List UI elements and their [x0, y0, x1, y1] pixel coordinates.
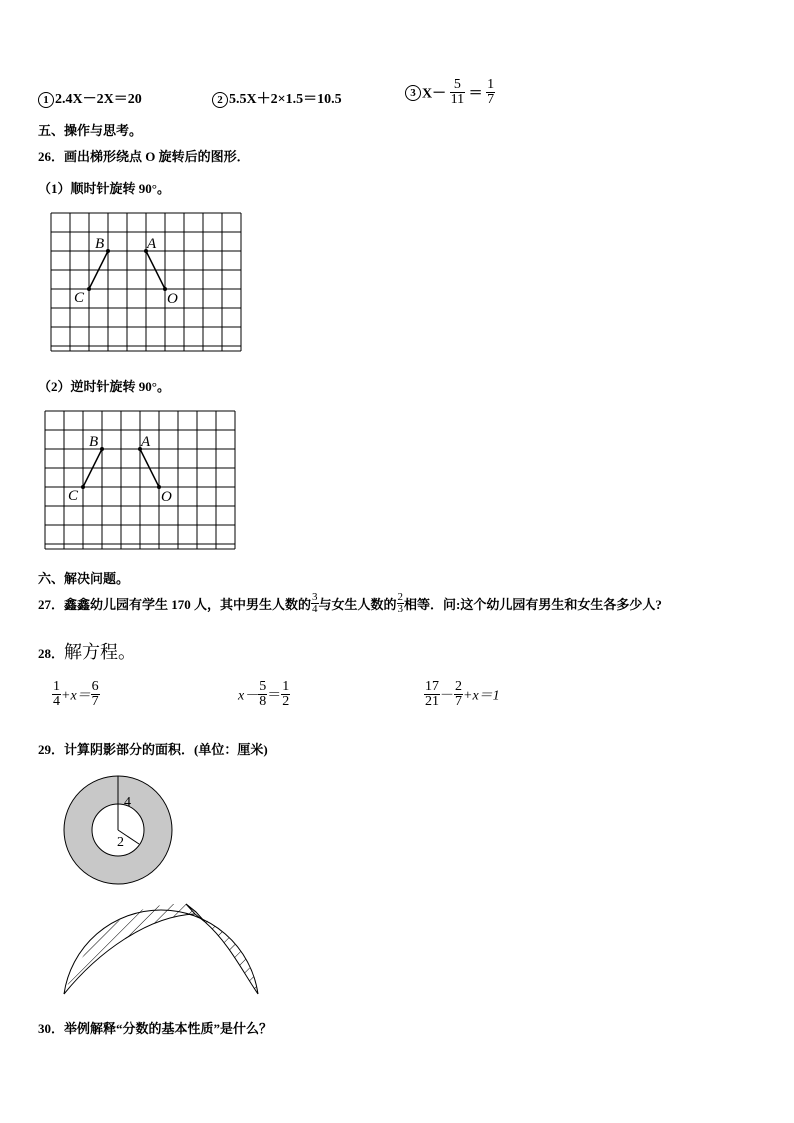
vertex-label-b: B [95, 236, 105, 252]
section-5-heading: 五、操作与思考。 [38, 123, 143, 138]
grid-lines-2 [45, 411, 235, 549]
circled-number-1: 1 [38, 92, 54, 108]
rotation-grid-2 [44, 410, 238, 556]
question-30-title: 30．举例解释“分数的基本性质”是什么？ [38, 1021, 273, 1036]
equation-3 [405, 78, 495, 107]
equation-3-fraction-2: $\frac{1}{7}$ [487, 77, 495, 107]
eq28-1-middle: +x＝ [61, 688, 91, 704]
eq28-3-operator: － [440, 688, 454, 704]
circled-number-3: 3 [405, 85, 421, 101]
question-28-title: 解方程。 [64, 642, 137, 663]
section-6-heading: 六、解决问题。 [38, 571, 130, 586]
question-29-title: 29．计算阴影部分的面积．(单位：厘米) [38, 742, 268, 757]
left-hatched-region [64, 904, 195, 994]
eq28-1-fraction-1: $\frac{1}{4}$ [53, 679, 60, 709]
question-28-number: 28． [38, 646, 65, 661]
right-hatched-region [195, 914, 258, 994]
question-27-text-3: 相等．问:这个幼儿园有男生和女生各多少人? [404, 597, 662, 612]
vertex-dot [106, 249, 110, 253]
equation-3-equals: ＝ [468, 86, 483, 102]
eq28-2-fraction-2: $\frac{1}{2}$ [282, 679, 290, 709]
inner-arc-right [205, 922, 258, 994]
rotation-grid-1 [50, 212, 244, 358]
eq28-1-fraction-2: $\frac{6}{7}$ [91, 679, 99, 709]
question-26-part-1: （1）顺时针旋转 90°。 [38, 181, 170, 196]
eq28-2-prefix: x－ [238, 688, 259, 704]
equation-3-fraction-1: $\frac{5}{11}$ [450, 77, 465, 107]
eq28-3-fraction-1: $\frac{17}{21}$ [425, 679, 439, 709]
hatched-arc-figure [58, 892, 264, 1000]
equation-1 [38, 88, 142, 108]
vertex-dot [87, 287, 91, 291]
outer-radius-label: 4 [124, 795, 131, 810]
ring-figure [60, 772, 176, 888]
question-27-text-1: 27．鑫鑫幼儿园有学生 170 人，其中男生人数的 [38, 597, 312, 612]
circled-number-2: 2 [212, 92, 228, 108]
equation-28-3 [424, 680, 500, 709]
trapezoid-1 [74, 236, 178, 307]
trapezoid-2 [68, 434, 172, 505]
equation-28-1 [52, 680, 100, 709]
equation-28-2 [238, 680, 290, 709]
question-27 [38, 592, 662, 615]
eq28-3-tail: +x＝1 [463, 688, 500, 704]
vertex-label-c: C [74, 290, 85, 306]
question-27-fraction-2: $\frac{2}{3}$ [397, 591, 404, 615]
question-26-part-2: （2）逆时针旋转 90°。 [38, 379, 170, 394]
question-26-title: 26．画出梯形绕点 O 旋转后的图形． [38, 149, 250, 164]
equation-1-text: 2.4X－2X＝20 [55, 92, 142, 107]
vertex-dot [100, 447, 104, 451]
question-27-fraction-1: $\frac{3}{4}$ [312, 591, 318, 615]
vertex-label-a: A [141, 434, 151, 450]
inner-radius-label: 2 [117, 835, 124, 850]
vertex-label-a: A [147, 236, 157, 252]
eq28-2-fraction-1: $\frac{5}{8}$ [259, 679, 267, 709]
vertex-label-c: C [68, 488, 79, 504]
equation-2 [212, 88, 342, 108]
eq28-3-fraction-2: $\frac{2}{7}$ [455, 679, 462, 709]
equation-3-prefix: X－ [422, 86, 447, 102]
vertex-label-o: O [167, 291, 178, 307]
vertex-dot [81, 485, 85, 489]
question-27-text-2: 与女生人数的 [318, 597, 397, 612]
equation-2-text: 5.5X＋2×1.5＝10.5 [229, 92, 342, 107]
eq28-2-equals: ＝ [267, 688, 282, 704]
question-28-heading [38, 638, 136, 664]
grid-lines-1 [51, 213, 241, 351]
vertex-label-b: B [89, 434, 99, 450]
vertex-label-o: O [161, 489, 172, 505]
